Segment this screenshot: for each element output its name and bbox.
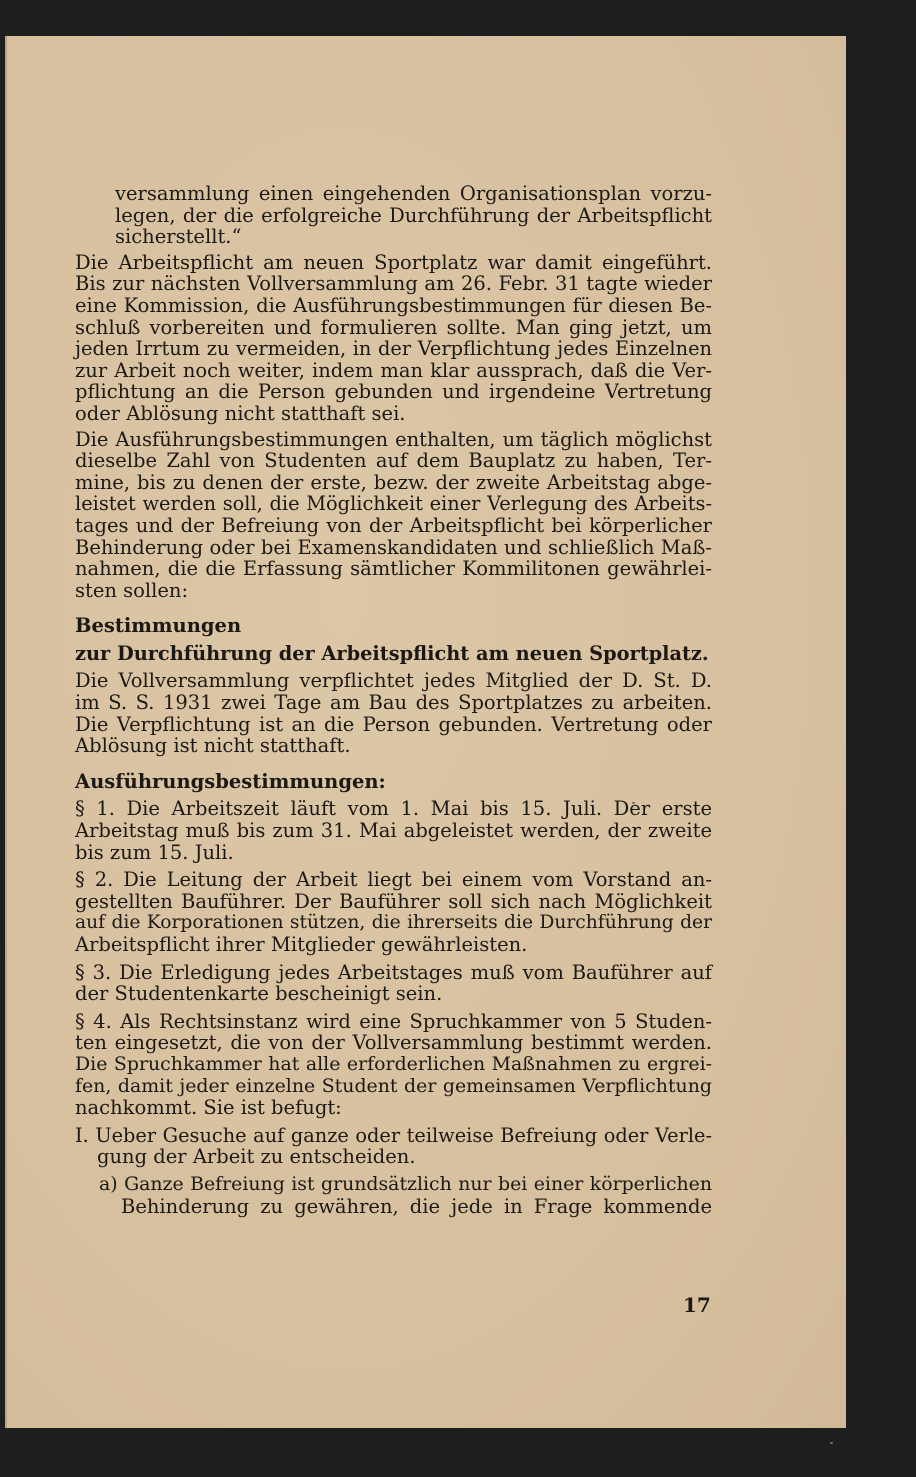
text-line: dieselbe Zahl von Studenten auf dem Bauplatz zu haben, Ter- (75, 449, 712, 473)
text-line: fen, damit jeder einzelne Student der gemeinsamen Verpflichtung (75, 1074, 712, 1097)
text-line: leistet werden soll, die Möglichkeit einer Verlegung des Arbeits- (75, 492, 712, 516)
text-line: ten eingesetzt, die von der Vollversammlung bestimmt werden. (75, 1031, 712, 1055)
text-line: legen, der die erfolgreiche Durchführung der Arbeitspflicht (115, 203, 712, 227)
text-line: sicherstellt.“ (115, 225, 242, 249)
text-line: gestellten Bauführer. Der Bauführer soll sich nach Möglichkeit (75, 889, 712, 913)
text-line: sten sollen: (75, 578, 189, 602)
text-line: pflichtung an die Person gebunden und irgendeine Vertretung (75, 380, 712, 404)
implementation-heading: Ausführungsbestimmungen: (75, 769, 386, 793)
section-heading (75, 615, 712, 664)
text-line: Arbeitspflicht ihrer Mitglieder gewährleisten. (75, 933, 528, 956)
item-a (75, 1174, 712, 1217)
text-line: Behinderung oder bei Examenskandidaten und schließlich Maß- (75, 535, 712, 559)
text-line: der Studentenkarte bescheinigt sein. (75, 982, 443, 1006)
text-line: § 2. Die Leitung der Arbeit liegt bei einem vom Vorstand an- (75, 868, 712, 892)
text-line: im S. S. 1931 zwei Tage am Bau des Sportplatzes zu arbeiten. (75, 691, 712, 715)
text-line: zur Arbeit noch weiter, indem man klar aussprach, daß die Ver- (75, 358, 712, 382)
paper-speck (830, 1442, 833, 1444)
heading-line-2: zur Durchführung der Arbeitspflicht am neuen Sportplatz. (75, 641, 709, 665)
text-line: gung der Arbeit zu entscheiden. (97, 1145, 416, 1169)
paragraph-continuation (75, 183, 712, 248)
section-2 (75, 869, 712, 955)
text-line: versammlung einen eingehenden Organisationsplan vorzu- (115, 182, 712, 205)
text-line: mine, bis zu denen der erste, bezw. der zweite Arbeitstag abge- (75, 470, 712, 494)
section-1 (75, 798, 712, 863)
text-line: nahmen, die die Erfassung sämtlicher Kommilitonen gewährlei- (75, 557, 712, 581)
paragraph-ausfuehrungsbestimmungen (75, 429, 712, 602)
section-3 (75, 962, 712, 1005)
text-line: Die Vollversammlung verpflichtet jedes Mitglied der D. St. D. (75, 669, 712, 693)
text-line: a) Ganze Befreiung ist grundsätzlich nur bei einer körperlichen (99, 1172, 712, 1195)
heading-line-1: Bestimmungen (75, 614, 242, 638)
resolution-text (75, 670, 712, 756)
paragraph-arbeitspflicht (75, 252, 712, 425)
page-text (75, 183, 712, 1219)
item-I (75, 1125, 712, 1168)
text-line: eine Kommission, die Ausführungsbestimmungen für diesen Be- (75, 293, 712, 317)
text-line: Bis zur nächsten Vollversammlung am 26. Febr. 31 tagte wieder (75, 272, 712, 296)
text-line: I. Ueber Gesuche auf ganze oder teilweise Befreiung oder Verle- (75, 1123, 712, 1147)
text-line: jeden Irrtum zu vermeiden, in der Verpflichtung jedes Einzelnen (75, 337, 712, 361)
text-line: Ablösung ist nicht statthaft. (75, 734, 351, 758)
text-line: Arbeitstag muß bis zum 31. Mai abgeleistet werden, der zweite (75, 819, 712, 843)
text-line: nachkommt. Sie ist befugt: (75, 1096, 342, 1120)
text-line: oder Ablösung nicht statthaft sei. (75, 401, 406, 425)
text-line: Die Arbeitspflicht am neuen Sportplatz war damit eingeführt. (75, 250, 712, 274)
text-line: § 1. Die Arbeitszeit läuft vom 1. Mai bis 15. Juli. Der erste (75, 797, 712, 821)
text-line: § 4. Als Rechtsinstanz wird eine Spruchkammer von 5 Studen- (75, 1009, 712, 1033)
page-number: 17 (683, 1293, 711, 1317)
text-line: Behinderung zu gewähren, die jede in Frage kommende (121, 1194, 712, 1218)
text-line: schluß vorbereiten und formulieren sollte. Man ging jetzt, um (75, 315, 712, 339)
text-line: Die Verpflichtung ist an die Person gebunden. Vertretung oder (75, 712, 712, 736)
text-line: tages und der Befreiung von der Arbeitspflicht bei körperlicher (75, 513, 712, 537)
text-line: Die Spruchkammer hat alle erforderlichen Maßnahmen zu ergrei- (75, 1052, 712, 1075)
text-line: auf die Korporationen stützen, die ihrerseits die Durchführung der (75, 912, 712, 934)
text-line: § 3. Die Erledigung jedes Arbeitstages muß vom Bauführer auf (75, 960, 712, 984)
text-line: bis zum 15. Juli. (75, 840, 234, 864)
text-line: Die Ausführungsbestimmungen enthalten, um täglich möglichst (75, 427, 712, 451)
section-4 (75, 1011, 712, 1119)
